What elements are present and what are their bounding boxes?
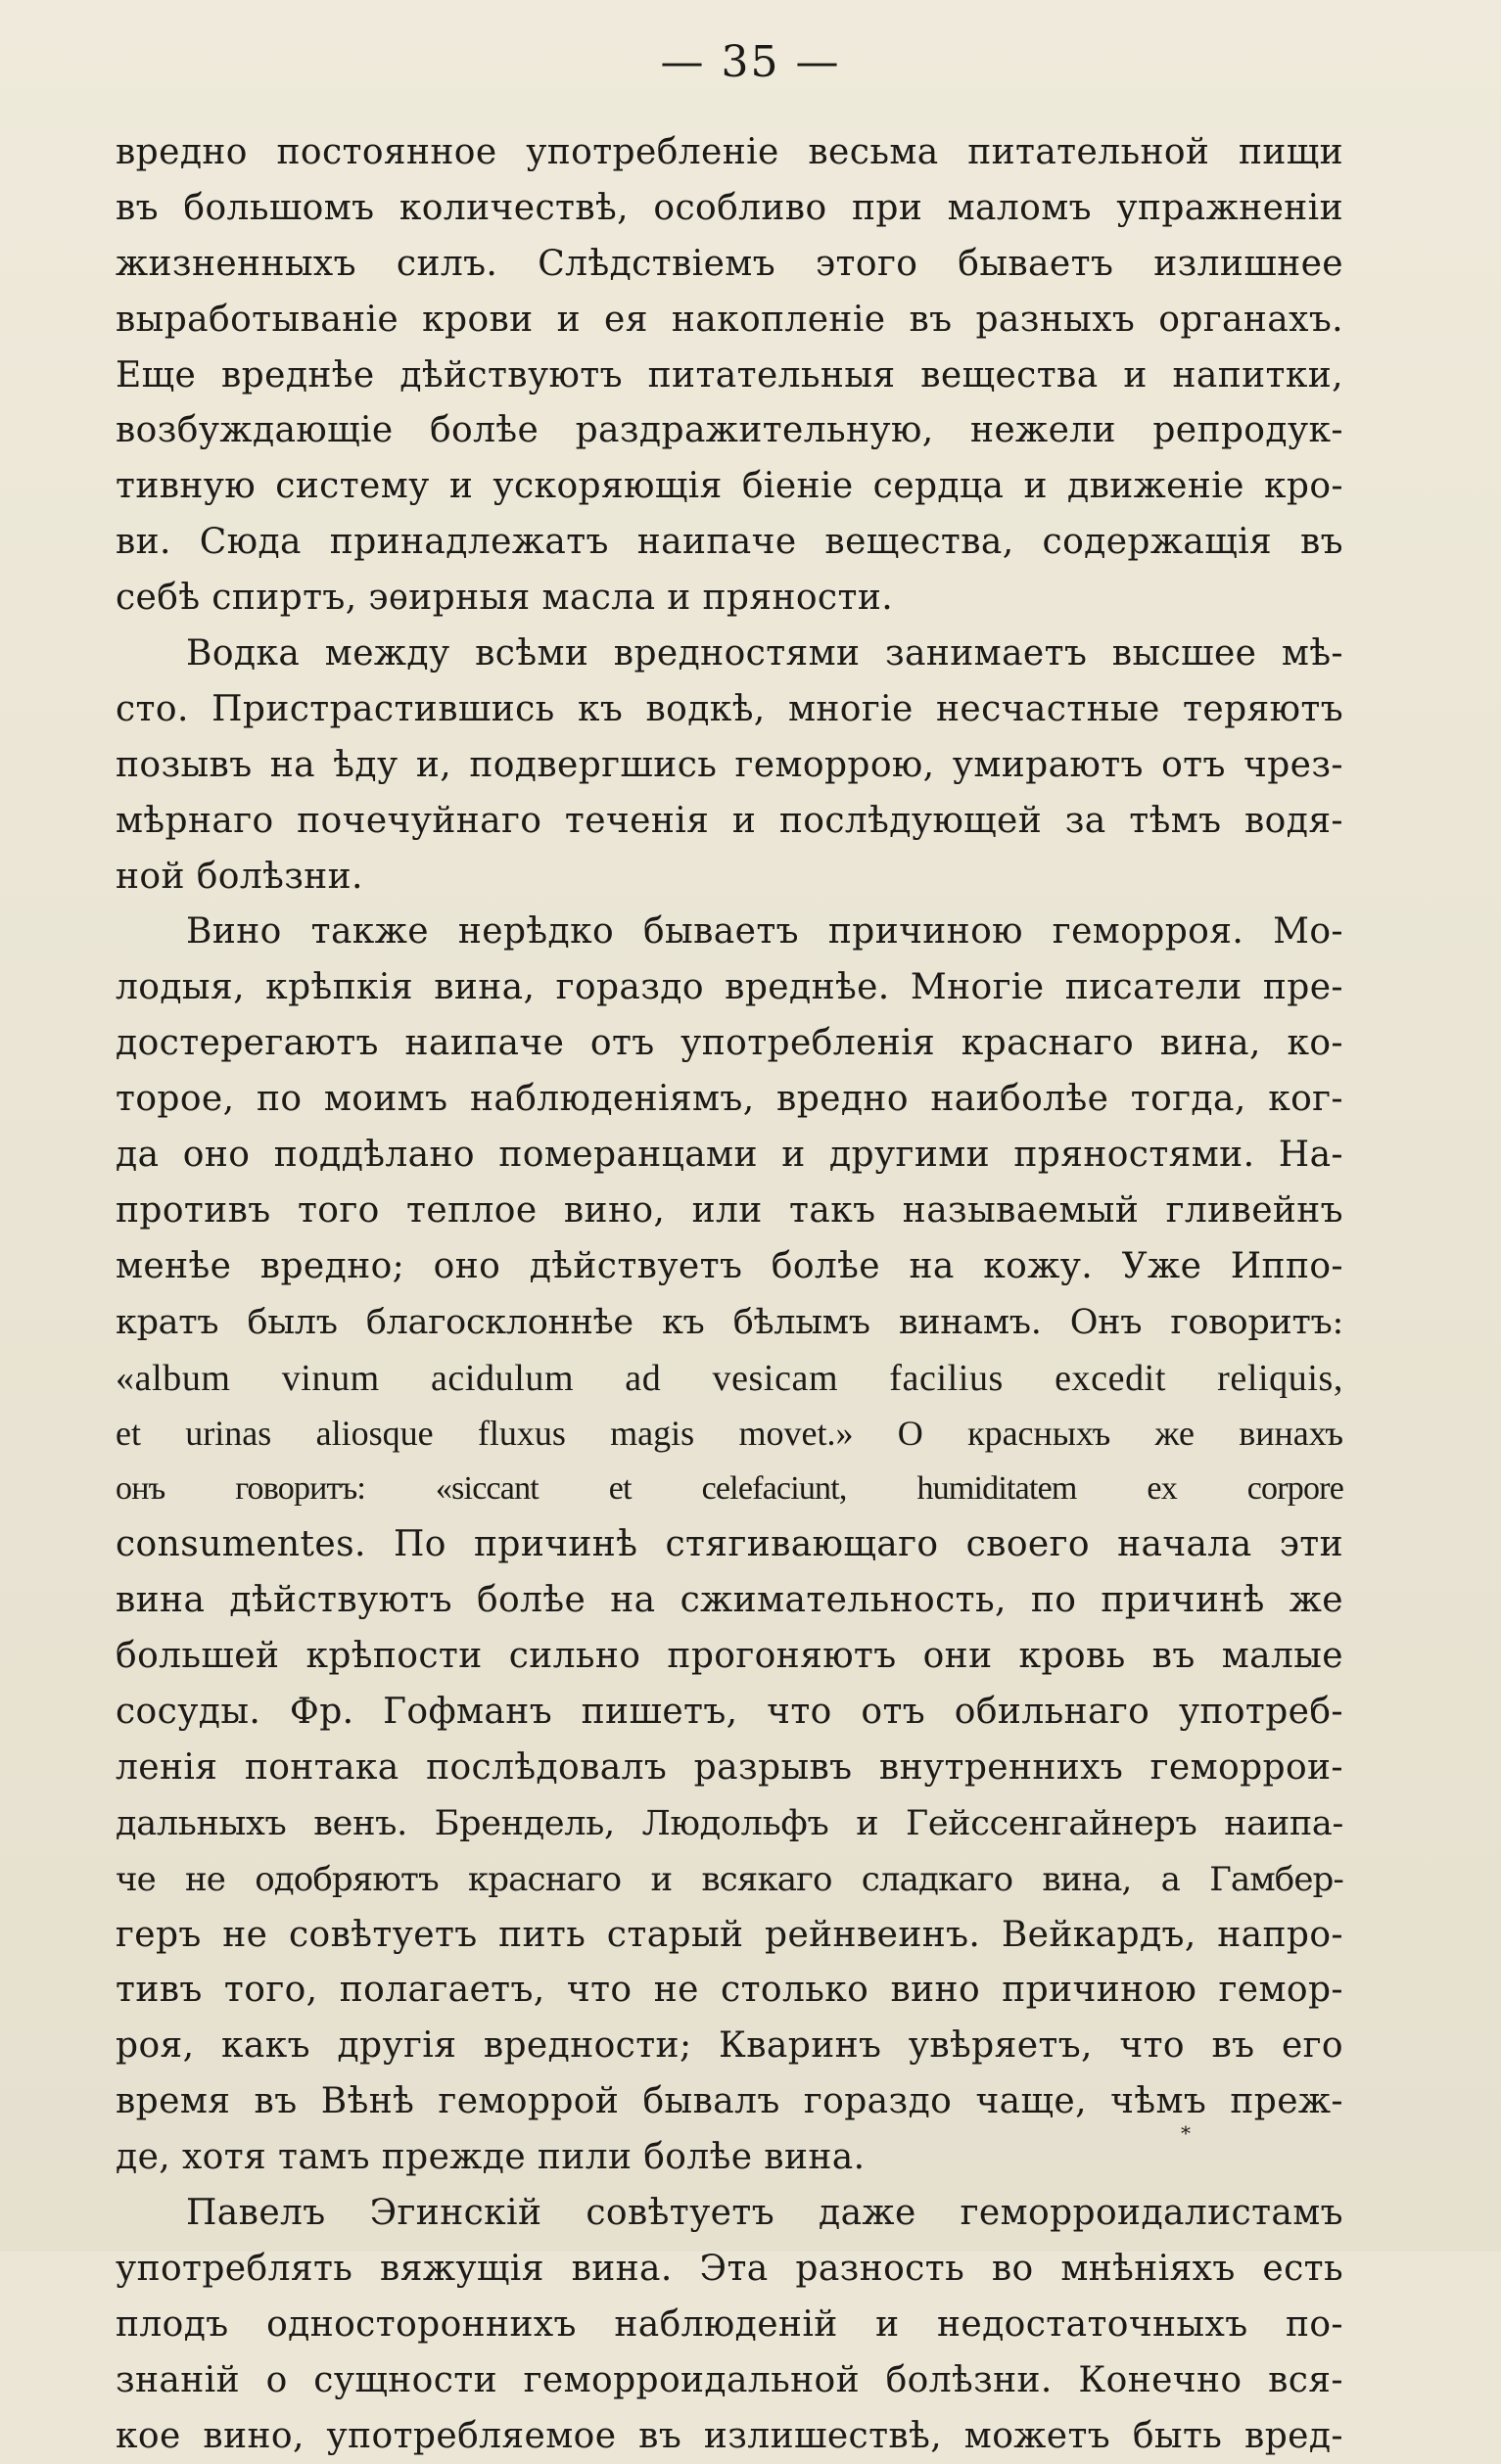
- text-line: че не одобряютъ краснаго и всякаго сладкаго вина, а Гамбер-: [116, 1859, 1343, 1899]
- text-line: позывъ на ѣду и, подвергшись геморрою, умираютъ отъ чрез-: [116, 744, 1343, 785]
- text-line: дальныхъ венъ. Брендель, Людольфъ и Гейссенгайнеръ наипа-: [116, 1803, 1343, 1843]
- text-line: себѣ спиртъ, эѳирныя масла и пряности.: [116, 578, 894, 619]
- text-line: ви. Сюда принадлежатъ наипаче вещества, содержащія въ: [116, 522, 1343, 563]
- text-line: сто. Пристрастившись къ водкѣ, многіе несчастные теряютъ: [116, 688, 1343, 729]
- text-line: consumentes. По причинѣ стягивающаго своего начала эти: [116, 1524, 1343, 1565]
- text-line: вредно постоянное употребленіе весьма питательной пищи: [116, 132, 1343, 172]
- text-line: онъ говоритъ: «siccant et celefaciunt, humiditatem ex corpore: [116, 1470, 1343, 1508]
- text-line: ной болѣзни.: [116, 856, 363, 897]
- text-line: Еще вреднѣе дѣйствуютъ питательныя вещества и напитки,: [116, 354, 1343, 395]
- text-line: противъ того теплое вино, или такъ называемый гливейнъ: [116, 1189, 1343, 1231]
- footer-mark: *: [1181, 2121, 1191, 2145]
- text-line: да оно поддѣлано померанцами и другими пряностями. На-: [116, 1135, 1343, 1176]
- text-line: роя, какъ другія вредности; Кваринъ увѣряетъ, что въ его: [116, 2025, 1343, 2067]
- text-line: вина дѣйствуютъ болѣе на сжимательность, по причинѣ же: [116, 1580, 1343, 1621]
- text-line: де, хотя тамъ прежде пили болѣе вина.: [116, 2137, 866, 2178]
- text-line: ленія понтака послѣдовалъ разрывъ внутреннихъ геморрои-: [116, 1746, 1343, 1788]
- text-line: плодъ одностороннихъ наблюденій и недостаточныхъ по-: [116, 2303, 1343, 2345]
- text-line: менѣе вредно; оно дѣйствуетъ болѣе на кожу. Уже Иппо-: [116, 1245, 1343, 1286]
- text-line: геръ не совѣтуетъ пить старый рейнвеинъ. Вейкардъ, напро-: [116, 1914, 1343, 1955]
- text-line: достерегаютъ наипаче отъ употребленія краснаго вина, ко-: [116, 1023, 1343, 1064]
- text-line: Павелъ Эгинскій совѣтуетъ даже геморроидалистамъ: [186, 2192, 1343, 2233]
- text-line: лодыя, крѣпкія вина, гораздо вреднѣе. Многіе писатели пре-: [116, 967, 1343, 1008]
- text-line: торое, по моимъ наблюденіямъ, вредно наиболѣе тогда, ког-: [116, 1079, 1343, 1120]
- text-line: мѣрнаго почечуйнаго теченія и послѣдующей за тѣмъ водя-: [116, 800, 1343, 841]
- text-line: Водка между всѣми вредностями занимаетъ высшее мѣ-: [186, 633, 1343, 674]
- text-line: въ большомъ количествѣ, особливо при маломъ упражненіи: [116, 187, 1343, 228]
- text-line: кое вино, употребляемое въ излишествѣ, можетъ быть вред-: [116, 2415, 1343, 2456]
- text-line: время въ Вѣнѣ геморрой бывалъ гораздо чаще, чѣмъ преж-: [116, 2081, 1343, 2122]
- body-text: [116, 125, 1343, 2464]
- page-number: — 35 —: [660, 37, 841, 87]
- text-line: «album vinum acidulum ad vesicam facilius excedit reliquis,: [116, 1357, 1343, 1399]
- text-line: возбуждающіе болѣе раздражительную, нежели репродук-: [116, 410, 1343, 451]
- text-line: выработываніе крови и ея накопленіе въ разныхъ органахъ.: [116, 299, 1343, 340]
- text-line: большей крѣпости сильно прогоняютъ они кровь въ малые: [116, 1636, 1343, 1677]
- text-line: жизненныхъ силъ. Слѣдствіемъ этого бываетъ излишнее: [116, 243, 1343, 284]
- text-line: тивъ того, полагаетъ, что не столько вино причиною гемор-: [116, 1970, 1343, 2011]
- text-line: употреблять вяжущія вина. Эта разность во мнѣніяхъ есть: [116, 2248, 1343, 2289]
- text-line: тивную систему и ускоряющія біеніе сердца и движеніе кро-: [116, 466, 1343, 507]
- text-line: знаній о сущности геморроидальной болѣзни. Конечно вся-: [116, 2359, 1343, 2400]
- text-line: сосуды. Фр. Гофманъ пишетъ, что отъ обильнаго употреб-: [116, 1691, 1343, 1732]
- text-line: кратъ былъ благосклоннѣе къ бѣлымъ винамъ. Онъ говоритъ:: [116, 1302, 1343, 1342]
- text-line: et urinas aliosque fluxus magis movet.» О красныхъ же винахъ: [116, 1414, 1343, 1454]
- text-line: Вино также нерѣдко бываетъ причиною геморроя. Мо-: [186, 911, 1343, 953]
